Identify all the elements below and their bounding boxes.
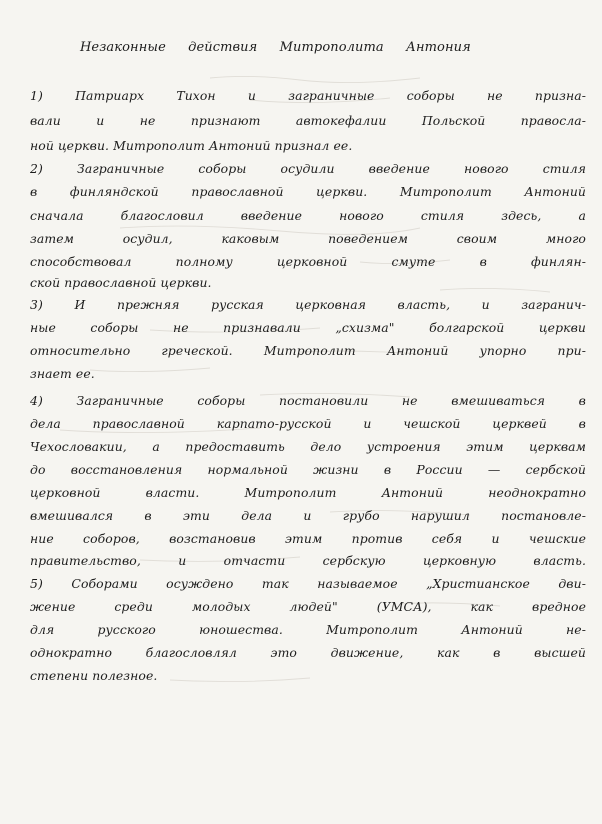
text-line: в финляндской православной церкви. Митрополит Антоний	[30, 184, 586, 199]
text-line: относительно греческой. Митрополит Антоний упорно при-	[30, 343, 586, 358]
text-line: вали и не признают автокефалии Польской правосла-	[30, 113, 586, 128]
text-line: знает ее.	[30, 366, 95, 381]
text-line: однократно благословлял это движение, как в высшей	[30, 645, 586, 660]
text-line: степени полезное.	[30, 668, 158, 683]
text-line: правительство, и отчасти сербскую церковную власть.	[30, 553, 586, 568]
text-line: ние соборов, возстановив этим против себя и чешские	[30, 531, 586, 546]
text-line: 3) И прежняя русская церковная власть, и загранич-	[30, 297, 586, 312]
text-line: церковной власти. Митрополит Антоний неоднократно	[30, 485, 586, 500]
page-title: Незаконные действия Митрополита Антония	[80, 40, 471, 55]
text-line: жение среди молодых людей" (УМСА), как вредное	[30, 599, 586, 614]
text-line: 4) Заграничные соборы постановили не вмешиваться в	[30, 393, 586, 408]
text-line: для русского юношества. Митрополит Антоний не-	[30, 622, 586, 637]
text-line: затем осудил, каковым поведением своим много	[30, 231, 586, 246]
text-line: ной церкви. Митрополит Антоний признал ее.	[30, 138, 353, 153]
text-line: ской православной церкви.	[30, 275, 212, 290]
text-line: дела православной карпато-русской и чешской церквей в	[30, 416, 586, 431]
text-line: 1) Патриарх Тихон и заграничные соборы не призна-	[30, 88, 586, 103]
text-line: 5) Соборами осуждено так называемое „Христианское дви-	[30, 576, 586, 591]
text-line: сначала благословил введение нового стиля здесь, а	[30, 208, 586, 223]
text-line: способствовал полному церковной смуте в финлян-	[30, 254, 586, 269]
text-line: Чехословакии, а предоставить дело устроения этим церквам	[30, 439, 586, 454]
text-line: ные соборы не признавали „схизма" болгарской церкви	[30, 320, 586, 335]
text-line: до восстановления нормальной жизни в России — сербской	[30, 462, 586, 477]
text-line: вмешивался в эти дела и грубо нарушил постановле-	[30, 508, 586, 523]
text-line: 2) Заграничные соборы осудили введение нового стиля	[30, 161, 586, 176]
